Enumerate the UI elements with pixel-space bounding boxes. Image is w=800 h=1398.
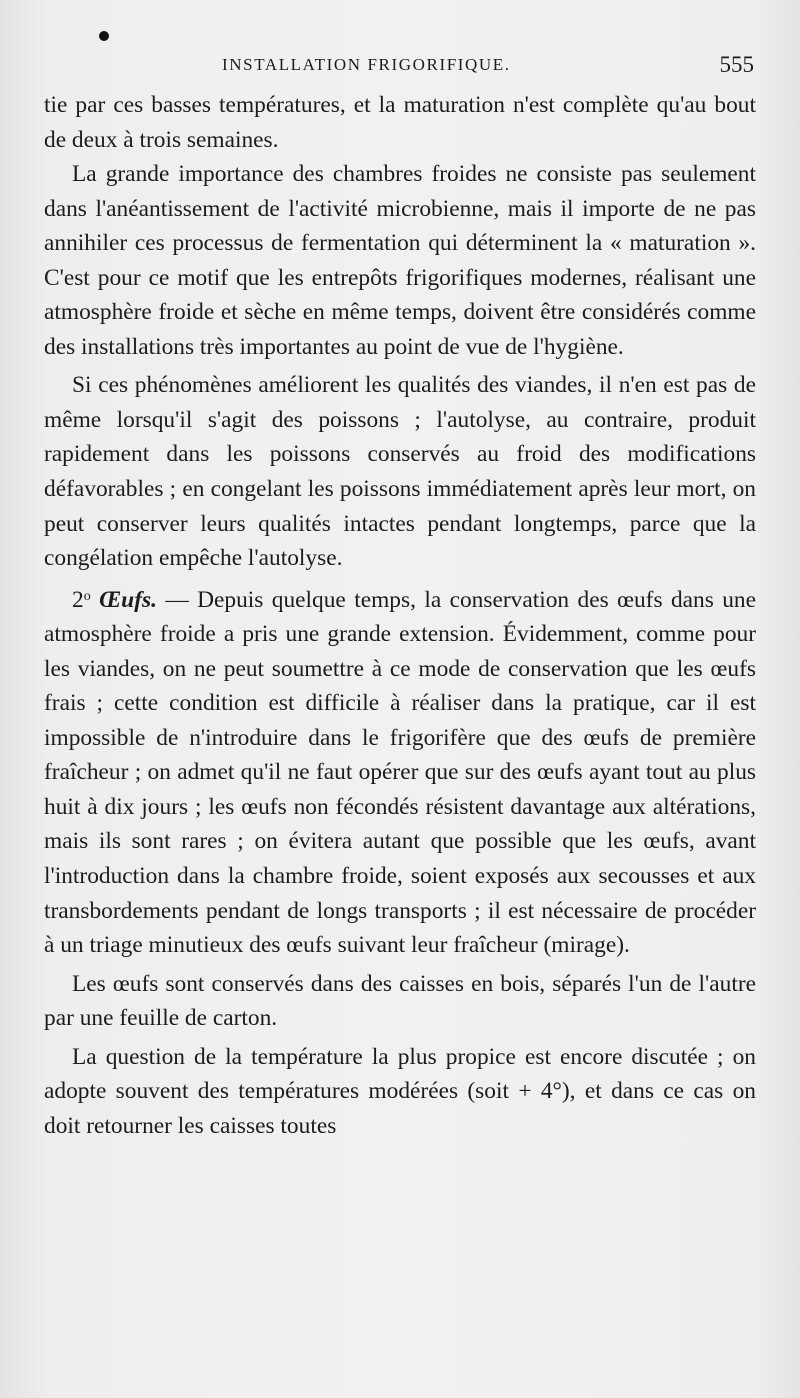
section-number [72,587,91,613]
paragraph-continuation: tie par ces basses températures, et la maturation n'est complète qu'au bout de deux à trois semaines. [44,92,756,153]
section-number-ordinal: o [83,588,91,604]
section-number-digit: 2 [72,586,84,613]
paragraph-chambres-froides: La grande importance des chambres froides ne consiste pas seulement dans l'anéantissement de l'activité microbienne, mais il importe de ne pas annihiler ces processus de fermentation qui déterminent la « maturation ». C'est pour ce motif que les entrepôts frigorifiques modernes, réalisant une atmosphère froide et sèche en même temps, doivent être considérés comme des installations très importantes au point de vue de l'hygiène. [44,161,756,360]
running-head [0,50,800,80]
page-number: 555 [719,52,754,77]
body-text [44,88,756,1143]
paragraph-poissons: Si ces phénomènes améliorent les qualités des viandes, il n'en est pas de même lorsqu'il s'agit des poissons ; l'autolyse, au contraire, produit rapidement dans les poissons conservés au froid des modifications défavorables ; en congelant les poissons immédiatement après leur mort, on peut conserver leurs qualités intactes pendant longtemps, parce que la congélation empêche l'autolyse. [44,372,756,572]
paragraph-oeufs-text: — Depuis quelque temps, la conservation des œufs dans une atmosphère froide a pris une grande extension. Évidemment, comme pour les viandes, on ne peut soumettre à ce mode de conservation que les œufs frais ; cette condition est difficile à réaliser dans la pratique, car il est impossible de n'introduire dans le frigorifère que des œufs de première fraîcheur ; on admet qu'il ne faut opérer que sur des œufs ayant tout au plus huit à dix jours ; les œufs non fécondés résistent davantage aux altérations, mais ils sont rares ; on évitera autant que possible que les œufs, avant l'introduction dans la chambre froide, soient exposés aux secousses et aux transbordements pendant de longs transports ; il est nécessaire de procéder à un triage minutieux des œufs suivant leur fraîcheur (mirage). [44,586,756,959]
paragraph-caisses: Les œufs sont conservés dans des caisses en bois, séparés l'un de l'autre par une feuille de carton. [44,970,756,1032]
paragraph-temperature: La question de la température la plus propice est encore discutée ; on adopte souvent des températures modérées (soit + 4°), et dans ce cas on doit retourner les caisses toutes [44,1043,756,1139]
section-heading: Œufs. [99,586,157,613]
ink-dot-mark [99,31,109,41]
paragraph-oeufs [44,580,756,963]
running-title: INSTALLATION FRIGORIFIQUE. [222,55,511,74]
